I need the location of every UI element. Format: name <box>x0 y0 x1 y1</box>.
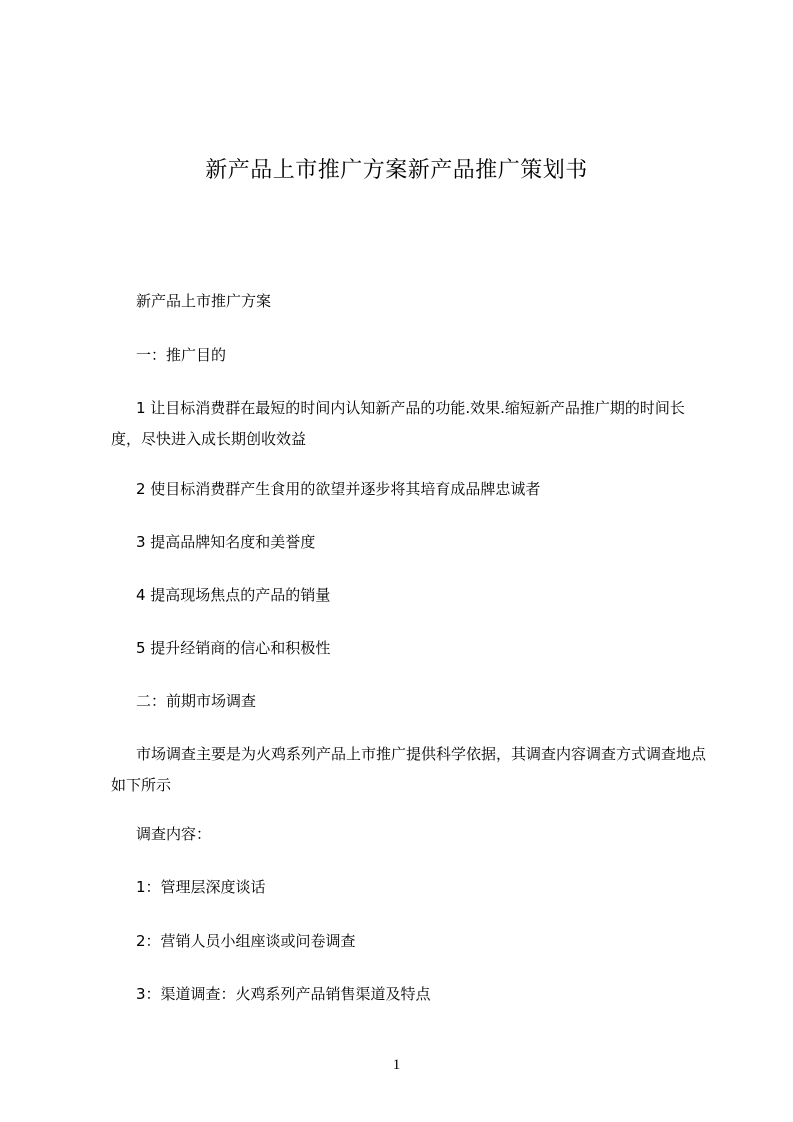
purpose-item-2: 2 使目标消费群产生食用的欲望并逐步将其培育成品牌忠诚者 <box>136 480 541 498</box>
document-title: 新产品上市推广方案新产品推广策划书 <box>205 157 588 183</box>
survey-content-heading: 调查内容： <box>136 825 212 843</box>
section-heading-plan: 新产品上市推广方案 <box>136 292 272 310</box>
section-heading-survey: 二：前期市场调查 <box>136 692 257 710</box>
purpose-item-1: 1 让目标消费群在最短的时间内认知新产品的功能.效果.缩短新产品推广期的时间长度，尽快进入成长期创收效益 <box>111 399 685 448</box>
purpose-item-4: 4 提高现场焦点的产品的销量 <box>136 586 331 604</box>
survey-item-1: 1：管理层深度谈话 <box>136 878 266 896</box>
section-heading-purpose: 一：推广目的 <box>136 346 227 364</box>
purpose-item-3: 3 提高品牌知名度和美誉度 <box>136 533 316 551</box>
survey-item-2: 2：营销人员小组座谈或问卷调查 <box>136 932 356 950</box>
purpose-item-5: 5 提升经销商的信心和积极性 <box>136 639 331 657</box>
survey-item-3: 3：渠道调查：火鸡系列产品销售渠道及特点 <box>136 985 431 1003</box>
survey-description: 市场调查主要是为火鸡系列产品上市推广提供科学依据，其调查内容调查方式调查地点如下所示 <box>111 745 707 794</box>
page-number: 1 <box>392 1057 401 1073</box>
